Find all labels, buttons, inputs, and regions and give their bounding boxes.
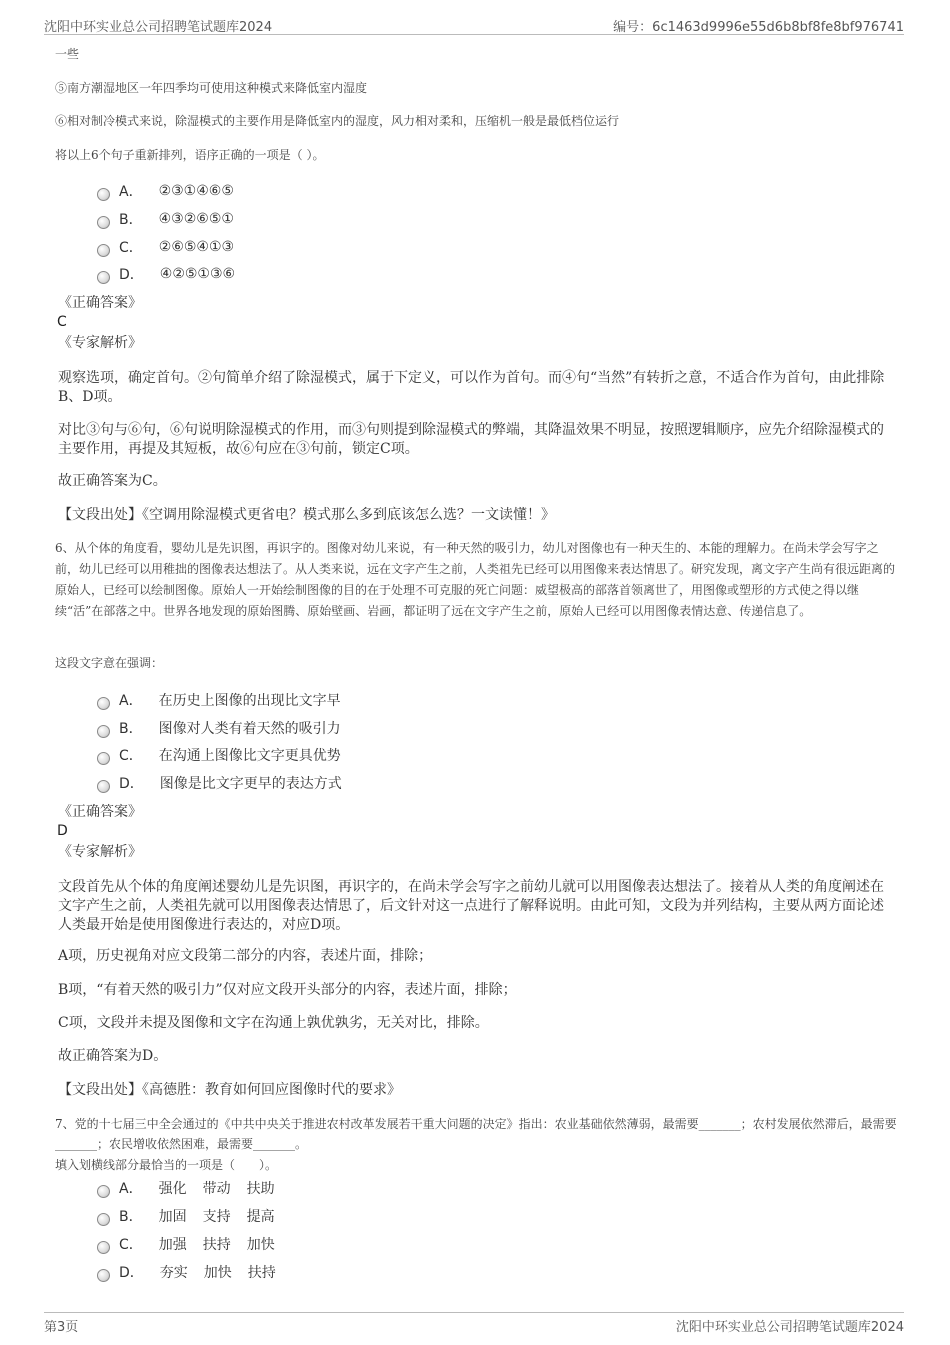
header-title: 沈阳中环实业总公司招聘笔试题库2024 <box>44 20 273 35</box>
footer-title: 沈阳中环实业总公司招聘笔试题库2024 <box>675 1320 904 1335</box>
q6-stem: 6、从个体的角度看，婴幼儿是先识图，再识字的。图像对幼儿来说，有一种天然的吸引力，幼儿对图像也有一种天生的、本能的理解力。在尚未学会写字之前，幼儿已经可以用稚拙的图像表达想法了。从人类来说，远在文字产生之前，人类祖先已经可以用图像来表达情思了。研究发现，离文字产生尚有很远距离的原始人，已经可以绘制图像。原始人一开始绘制图像的目的在于处理不可克服的死亡问题：威望极高的部落首领离世了，用图像或塑形的方式使之得以继续“活”在部落之中。世界各地发现的原始图腾、原始壁画、岩画，都证明了远在文字产生之前，原始人已经可以用图像表情达意、传递信息了。 <box>55 541 896 618</box>
q6-option-c[interactable]: C． 在沟通上图像比文字更具优势 <box>97 744 341 766</box>
radio-button[interactable] <box>97 188 110 201</box>
radio-button[interactable] <box>97 697 110 710</box>
q5-sentence-5: ⑤南方潮湿地区一年四季均可使用这种模式来降低室内湿度 <box>55 81 368 95</box>
q5-analysis-1: 观察选项，确定首句。②句简单介绍了除湿模式，属于下定义，可以作为首句。而④句“当然”有转折之意，不适合作为首句，由此排除B、D项。 <box>58 370 885 405</box>
q5-analysis-2: 对比③句与⑥句，⑥句说明除湿模式的作用，而③句则提到除湿模式的弊端，其降温效果不明显，按照逻辑顺序，应先介绍除湿模式的主要作用，再提及其短板，故⑥句应在③句前，锁定C项。 <box>58 422 884 457</box>
q5-option-d[interactable]: D． ④②⑤①③⑥ <box>97 263 235 285</box>
q5-prompt: 将以上6个句子重新排列，语序正确的一项是（ ）。 <box>55 148 325 162</box>
radio-button[interactable] <box>97 1213 110 1226</box>
q7-option-b[interactable]: B． 加固 支持 提高 <box>97 1205 275 1227</box>
radio-button[interactable] <box>97 752 110 765</box>
q5-source: 【文段出处】《空调用除湿模式更省电？模式那么多到底该怎么选？一文读懂！》 <box>58 507 555 523</box>
footer-page-number: 第3页 <box>44 1320 79 1335</box>
q6-analysis-1: 文段首先从个体的角度阐述婴幼儿是先识图，再识字的，在尚未学会写字之前幼儿就可以用图像表达想法了。接着从人类的角度阐述在文字产生之前，人类祖先就可以用图像表达情思了，后文针对这一点进行了解释说明。由此可知，文段为并列结构，主要从两方面论述人类最开始是使用图像进行表达的，对应D项。 <box>58 879 884 933</box>
radio-button[interactable] <box>97 1241 110 1254</box>
q7-stem: 7、党的十七届三中全会通过的《中共中央关于推进农村改革发展若干重大问题的决定》指出：农业基础依然薄弱，最需要_______；农村发展依然滞后，最需要_______；农民增收依然困难，最需要_______。 <box>55 1117 897 1151</box>
q5-sentence-6: ⑥相对制冷模式来说，除湿模式的主要作用是降低室内的湿度，风力相对柔和，压缩机一般是最低档位运行 <box>55 114 620 128</box>
q6-analysis-4: C项，文段并未提及图像和文字在沟通上孰优孰劣，无关对比，排除。 <box>58 1015 489 1031</box>
q6-analysis-5: 故正确答案为D。 <box>58 1048 168 1064</box>
q7-prompt: 填入划横线部分最恰当的一项是（ ）。 <box>55 1158 278 1172</box>
radio-button[interactable] <box>97 271 110 284</box>
q7-option-d[interactable]: D． 夯实 加快 扶持 <box>97 1261 276 1283</box>
q6-option-b[interactable]: B． 图像对人类有着天然的吸引力 <box>97 717 341 739</box>
page-header <box>44 14 904 35</box>
q5-fragment-tail: 一些 <box>55 47 80 61</box>
q7-option-a[interactable]: A． 强化 带动 扶助 <box>97 1177 275 1199</box>
q6-analysis-2: A项，历史视角对应文段第二部分的内容，表述片面，排除； <box>58 948 433 964</box>
header-code: 编号：6c1463d9996e55d6b8bf8fe8bf976741 <box>613 20 904 35</box>
q6-option-d[interactable]: D． 图像是比文字更早的表达方式 <box>97 772 342 794</box>
radio-button[interactable] <box>97 244 110 257</box>
q6-option-a[interactable]: A． 在历史上图像的出现比文字早 <box>97 689 341 711</box>
q5-answer-label: 《正确答案》 <box>58 295 142 311</box>
q5-analysis-3: 故正确答案为C。 <box>58 473 167 489</box>
q6-analysis-3: B项，“有着天然的吸引力”仅对应文段开头部分的内容，表述片面，排除； <box>58 982 517 998</box>
q5-option-a[interactable]: A． ②③①④⑥⑤ <box>97 180 234 202</box>
q6-answer-label: 《正确答案》 <box>58 804 142 820</box>
radio-button[interactable] <box>97 1185 110 1198</box>
q6-prompt: 这段文字意在强调： <box>55 656 164 670</box>
q5-option-c[interactable]: C． ②⑥⑤④①③ <box>97 236 234 258</box>
q6-analysis-label: 《专家解析》 <box>58 844 142 860</box>
page-footer <box>44 1312 904 1337</box>
q5-option-b[interactable]: B． ④③②⑥⑤① <box>97 208 234 230</box>
q5-answer: C <box>57 314 67 330</box>
radio-button[interactable] <box>97 725 110 738</box>
radio-button[interactable] <box>97 780 110 793</box>
q6-answer: D <box>57 823 68 839</box>
q6-source: 【文段出处】《高德胜：教育如何回应图像时代的要求》 <box>58 1082 401 1098</box>
radio-button[interactable] <box>97 216 110 229</box>
q5-analysis-label: 《专家解析》 <box>58 335 142 351</box>
radio-button[interactable] <box>97 1269 110 1282</box>
q7-option-c[interactable]: C． 加强 扶持 加快 <box>97 1233 275 1255</box>
